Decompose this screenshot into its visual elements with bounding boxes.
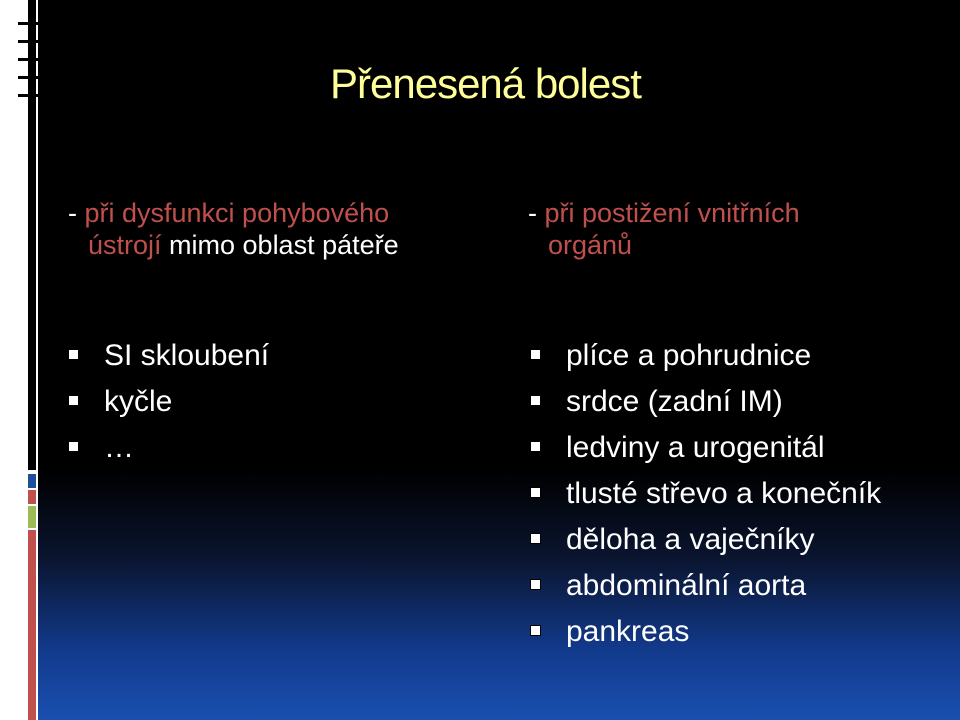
strip-bar-red	[28, 530, 36, 720]
square-bullet-icon	[530, 349, 541, 360]
heading-red-text: ústrojí	[88, 230, 162, 260]
square-bullet-icon	[530, 533, 541, 544]
square-bullet-icon	[530, 487, 541, 498]
list-item	[530, 471, 881, 517]
list-item	[68, 379, 269, 425]
list-item-text: SI skloubení	[104, 339, 270, 372]
list-item-text: tlusté střevo a konečník	[566, 477, 882, 510]
list-item-text: kyčle	[104, 385, 173, 418]
strip-line	[18, 76, 38, 79]
square-bullet-icon	[530, 579, 541, 590]
strip-line	[18, 94, 38, 97]
list-item-text: plíce a pohrudnice	[566, 339, 812, 372]
list-item-text: pankreas	[566, 615, 690, 648]
strip-bar-green	[28, 506, 36, 528]
list-item	[530, 563, 881, 609]
heading-white-text: mimo oblast páteře	[161, 230, 399, 260]
list-item-text: abdominální aorta	[566, 569, 807, 602]
left-decorative-strip	[0, 0, 38, 720]
heading-red-text: při postižení vnitřních	[544, 198, 800, 228]
strip-line	[18, 58, 38, 61]
list-item-text: děloha a vaječníky	[566, 523, 815, 556]
list-item	[530, 425, 881, 471]
strip-bar-red	[28, 490, 36, 504]
list-item	[68, 333, 269, 379]
slide-title: Přenesená bolest	[330, 60, 641, 107]
heading-red-text: orgánů	[548, 230, 633, 260]
list-item	[530, 609, 881, 655]
strip-line	[18, 22, 38, 25]
square-bullet-icon	[530, 625, 541, 636]
heading-dash: -	[528, 198, 545, 228]
list-item	[530, 517, 881, 563]
square-bullet-icon	[68, 441, 79, 452]
list-item	[530, 379, 881, 425]
right-bullet-list	[530, 333, 881, 655]
list-item-text: …	[104, 431, 134, 464]
list-item-text: srdce (zadní IM)	[566, 385, 783, 418]
strip-bar-black	[28, 0, 36, 470]
left-bullet-list	[68, 333, 269, 471]
heading-dash: -	[68, 198, 85, 228]
list-item	[530, 333, 881, 379]
list-item-text: ledviny a urogenitál	[566, 431, 825, 464]
square-bullet-icon	[530, 441, 541, 452]
strip-line	[18, 40, 38, 43]
heading-red-text: při dysfunkci pohybového	[84, 198, 390, 228]
square-bullet-icon	[68, 395, 79, 406]
strip-bar-blue	[28, 474, 36, 488]
list-item	[68, 425, 269, 471]
left-column-heading	[68, 197, 508, 261]
right-column-heading	[528, 197, 948, 261]
square-bullet-icon	[530, 395, 541, 406]
square-bullet-icon	[68, 349, 79, 360]
